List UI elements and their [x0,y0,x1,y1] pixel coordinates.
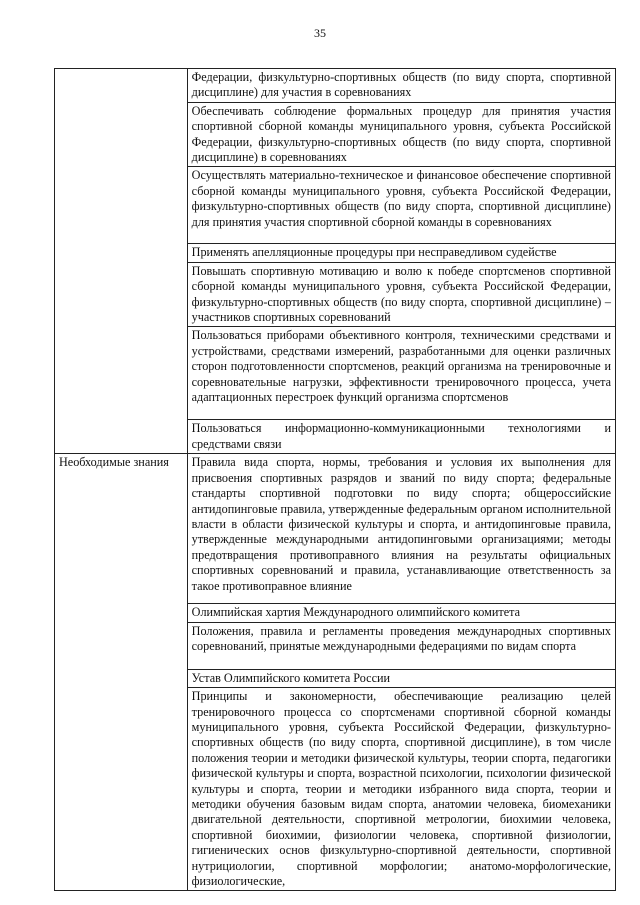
skill-text: Применять апелляционные процедуры при несправедливом судействе [191,245,557,260]
knowledge-text: Принципы и закономерности, обеспечивающие реализацию целей тренировочного процесса со спортсменами спортивной сборной команды муниципального уровня, субъекта Российской Федерации, физкультурно-спортивных обществ (по виду спорта, спортивной дисциплине), в том числе положения теории и методики физической культуры, теории спорта, педагогики физической культуры и спорта, возрастной психологии, психологии физической культуры и спорта, теории и методики избранного вида спорта, теории и методики обучения базовым видам спорта, анатомии человека, биомеханики двигательной деятельности, спортивной метрологии, биохимии человека, спортивной биохимии, физиологии человека, спортивной физиологии, гигиенических основ физкультурно-спортивной деятельности, спортивной нутрициологии, спортивной морфологии; анатомо-морфологические, физиологические, [191,689,611,888]
skill-text: Пользоваться информационно-коммуникационными технологиями и средствами связи [191,421,611,451]
knowledge-cell [187,454,615,604]
page-number: 35 [314,26,326,40]
skill-cell [187,244,615,262]
skill-cell [187,69,615,103]
knowledge-text: Правила вида спорта, нормы, требования и условия их выполнения для присвоения спортивных разрядов и званий по виду спорта; федеральные стандарты спортивной подготовки по виду спорта; общероссийские антидопинговые правила, утвержденные федеральным органом исполнительной власти в области физической культуры и спорта, и антидопинговые правила, утвержденные международными антидопинговыми организациями; методы предотвращения противоправного влияния на результаты официальных спортивных соревнований и правила, устанавливающие ответственность за такое противоправное влияние [191,455,611,593]
knowledge-text: Устав Олимпийского комитета России [191,670,391,685]
skill-text: Пользоваться приборами объективного контроля, техническими средствами и устройствами, средствами измерений, разработанными для оценки различных сторон подготовленности спортсменов, реакций организма на тренировочные и соревновательные нагрузки, эффективности тренировочного процесса, учета адаптационных перестроек функций организма спортсменов [191,328,611,405]
knowledge-cell [187,669,615,687]
standard-table [54,68,616,891]
knowledge-cell [187,622,615,669]
skill-cell [187,327,615,420]
skill-text: Осуществлять материально-техническое и финансовое обеспечение спортивной сборной команды муниципального уровня, субъекта Российской Федерации, физкультурно-спортивных обществ (по виду спорта, спортивной дисциплине) для принятия участия спортивной сборной команды в соревнованиях [191,168,611,229]
skill-cell [187,102,615,167]
skill-cell [187,262,615,327]
skill-text: Федерации, физкультурно-спортивных обществ (по виду спорта, спортивной дисциплине) для участия в соревнованиях [191,70,611,100]
skill-text: Повышать спортивную мотивацию и волю к победе спортсменов спортивной сборной команды муниципального уровня, субъекта Российской Федерации, физкультурно-спортивных обществ (по виду спорта, спортивной дисциплине) – участников спортивных соревнований [191,263,611,325]
knowledge-text: Олимпийская хартия Международного олимпийского комитета [191,605,521,620]
skill-text: Обеспечивать соблюдение формальных процедур для принятия участия спортивной сборной команды муниципального уровня, субъекта Российской Федерации, физкультурно-спортивных обществ (по виду спорта, спортивной дисциплине) в соревнованиях [191,103,611,165]
knowledge-text: Положения, правила и регламенты проведения международных спортивных соревнований, принятые международными федерациями по видам спорта [191,623,611,654]
knowledge-cell [187,688,615,891]
skill-cell [187,167,615,244]
knowledge-label: Необходимые знания [59,455,169,470]
skill-cell [187,420,615,454]
knowledge-label-cell [55,454,188,891]
label-cell-empty [55,69,188,454]
table-row [55,454,616,604]
table-row [55,69,616,103]
knowledge-cell [187,604,615,622]
